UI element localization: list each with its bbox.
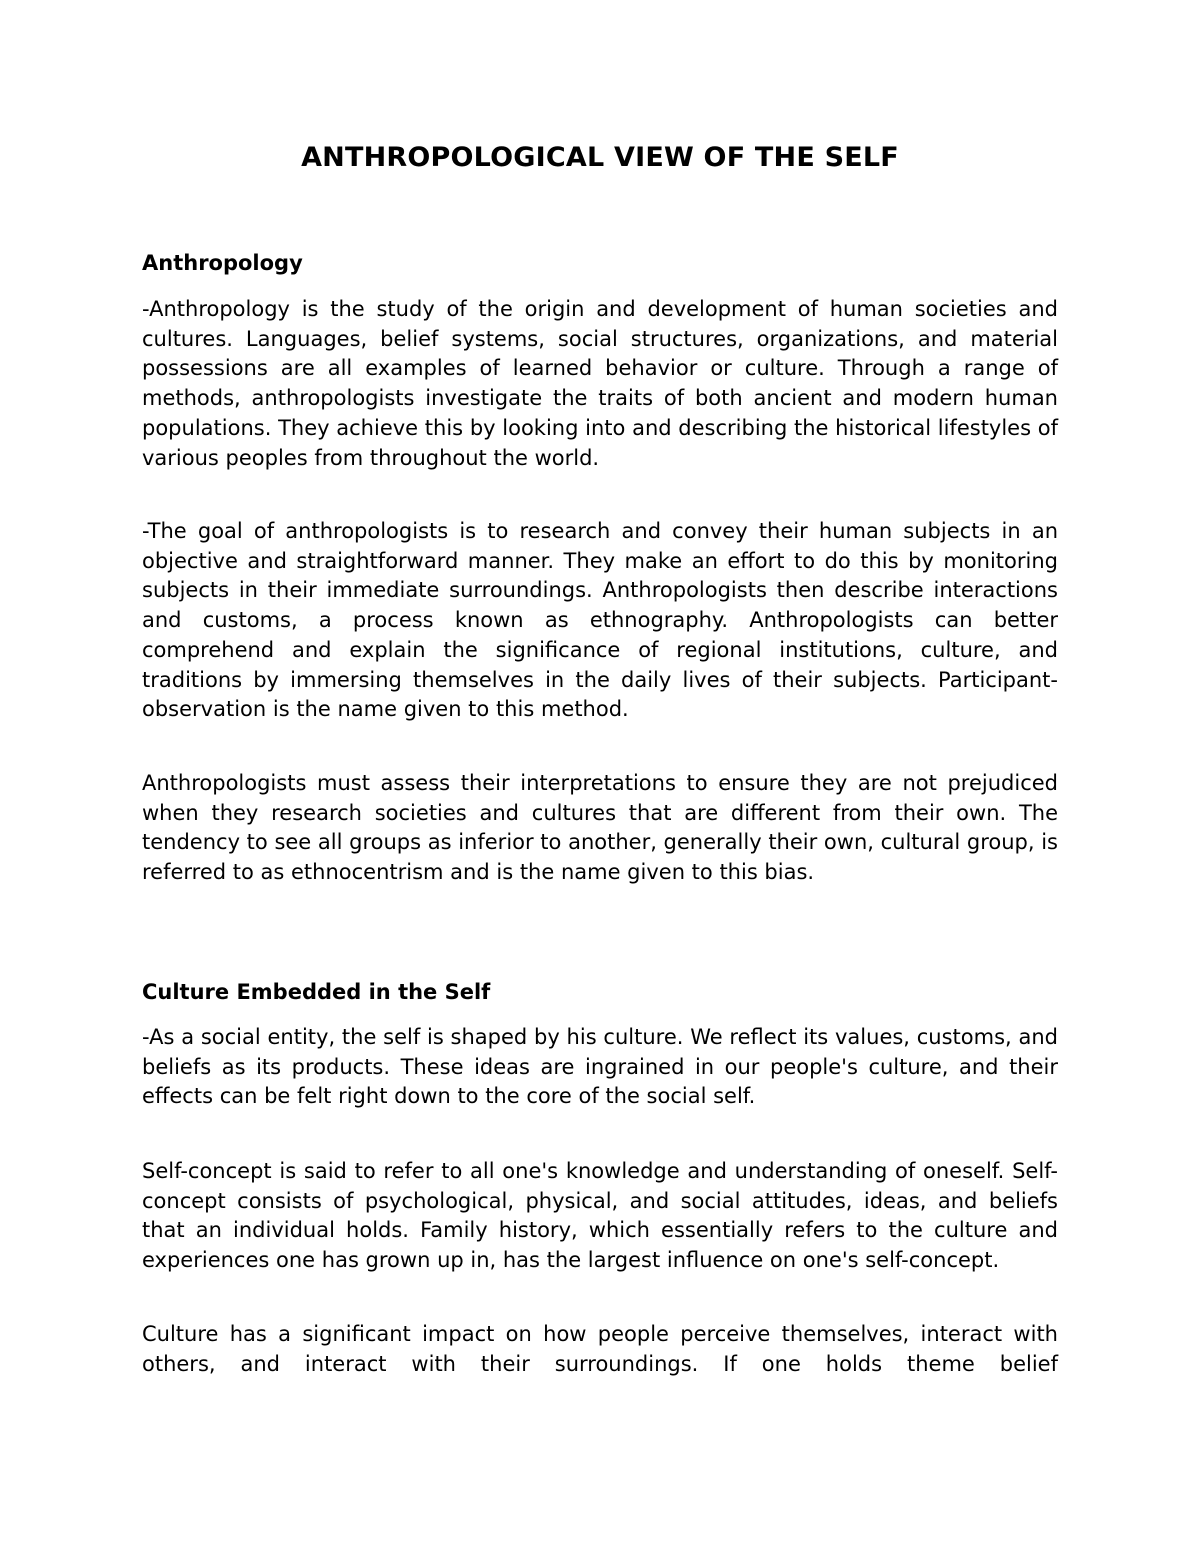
- document-title: ANTHROPOLOGICAL VIEW OF THE SELF: [301, 142, 899, 173]
- paragraph: -The goal of anthropologists is to research and convey their human subjects in an objective and straightforward manner. They make an effort to do this by monitoring subjects in their immediate surroundings. Anthropologists then describe interactions and customs, a process known as ethnography. Anthropologists can better comprehend and explain the significance of regional institutions, culture, and traditions by immersing themselves in the daily lives of their subjects. Participant-observation is the name given to this method.: [142, 519, 1058, 722]
- section-heading-culture-embedded: Culture Embedded in the Self: [142, 980, 491, 1004]
- paragraph: -Anthropology is the study of the origin and development of human societies and cultures. Languages, belief systems, social structures, organizations, and material possessions are all examples of learned behavior or culture. Through a range of methods, anthropologists investigate the traits of both ancient and modern human populations. They achieve this by looking into and describing the historical lifestyles of various peoples from throughout the world.: [142, 297, 1058, 470]
- paragraph: Anthropologists must assess their interpretations to ensure they are not prejudiced when they research societies and cultures that are different from their own. The tendency to see all groups as inferior to another, generally their own, cultural group, is referred to as ethnocentrism and is the name given to this bias.: [142, 771, 1058, 885]
- section-heading-anthropology: Anthropology: [142, 251, 303, 275]
- paragraph: Culture has a significant impact on how people perceive themselves, interact with others, and interact with their surroundings. If one holds theme belief: [142, 1322, 1058, 1376]
- paragraph: Self-concept is said to refer to all one's knowledge and understanding of oneself. Self-concept consists of psychological, physical, and social attitudes, ideas, and beliefs that an individual holds. Family history, which essentially refers to the culture and experiences one has grown up in, has the largest influence on one's self-concept.: [142, 1159, 1058, 1273]
- paragraph: -As a social entity, the self is shaped by his culture. We reflect its values, customs, and beliefs as its products. These ideas are ingrained in our people's culture, and their effects can be felt right down to the core of the social self.: [142, 1025, 1058, 1109]
